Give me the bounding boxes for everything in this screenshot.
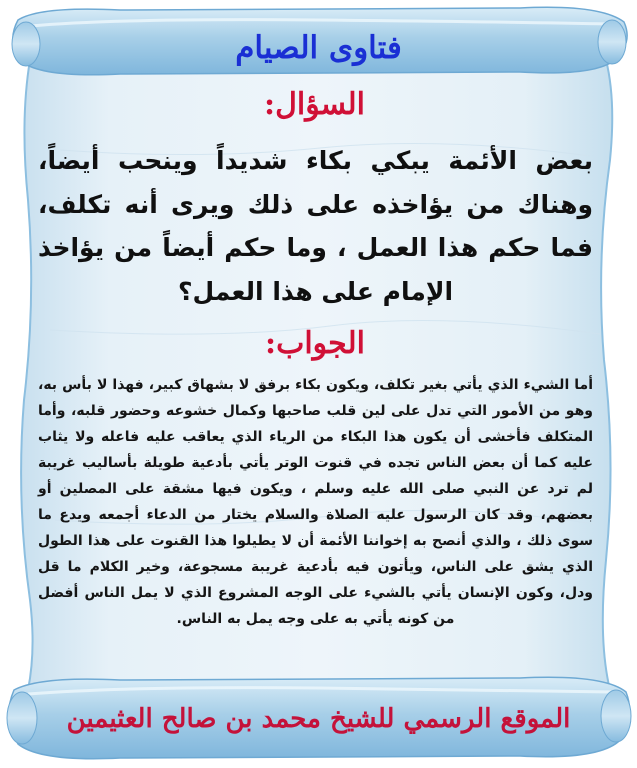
question-label: السؤال:	[264, 87, 365, 122]
page-title: فتاوى الصيام	[235, 30, 402, 66]
answer-text: أما الشيء الذي يأتي بغير تكلف، ويكون بكاء برفق لا بشهاق كبير، فهذا لا بأس به، وهو من الأمور التي تدل على لين قلب صاحبها وكمال خشوعه وحضور قلبه، وأما المتكلف فأخشى أن يكون هذا البكاء من الرياء الذي يعاقب عليه فاعله ولا يثاب عليه كما أن بعض الناس تجده في قنوت الوتر يأتي بأدعية طويلة بأساليب غريبة لم ترد عن النبي صلى الله عليه وسلم ، ويكون فيها مشقة على المصلين أو بعضهم، وقد كان الرسول عليه الصلاة والسلام يختار من الدعاء أجمعه ويدع ما سوى ذلك ، والذي أنصح به إخواننا الأئمة أن لا يطيلوا هذا القنوت على هذا الطول الذي يشق على الناس، ويأتون فيه بأدعية غريبة مسجوعة، وخير الكلام ما قل ودل، وكون الإنسان يأتي بالشيء على الوجه المشروع الذي لا يمل الناس أفضل من كونه يأتي به على وجه يمل به الناس.	[38, 377, 593, 627]
site-footer: الموقع الرسمي للشيخ محمد بن صالح العثيمين	[66, 704, 571, 734]
answer-label: الجواب:	[265, 326, 365, 361]
question-text: بعض الأئمة يبكي بكاء شديداً وينحب أيضاً، وهناك من يؤاخذه على ذلك ويرى أنه تكلف، فما حكم هذا العمل ، وما حكم أيضاً من يؤاخذ الإمام على هذا العمل؟	[38, 146, 593, 306]
